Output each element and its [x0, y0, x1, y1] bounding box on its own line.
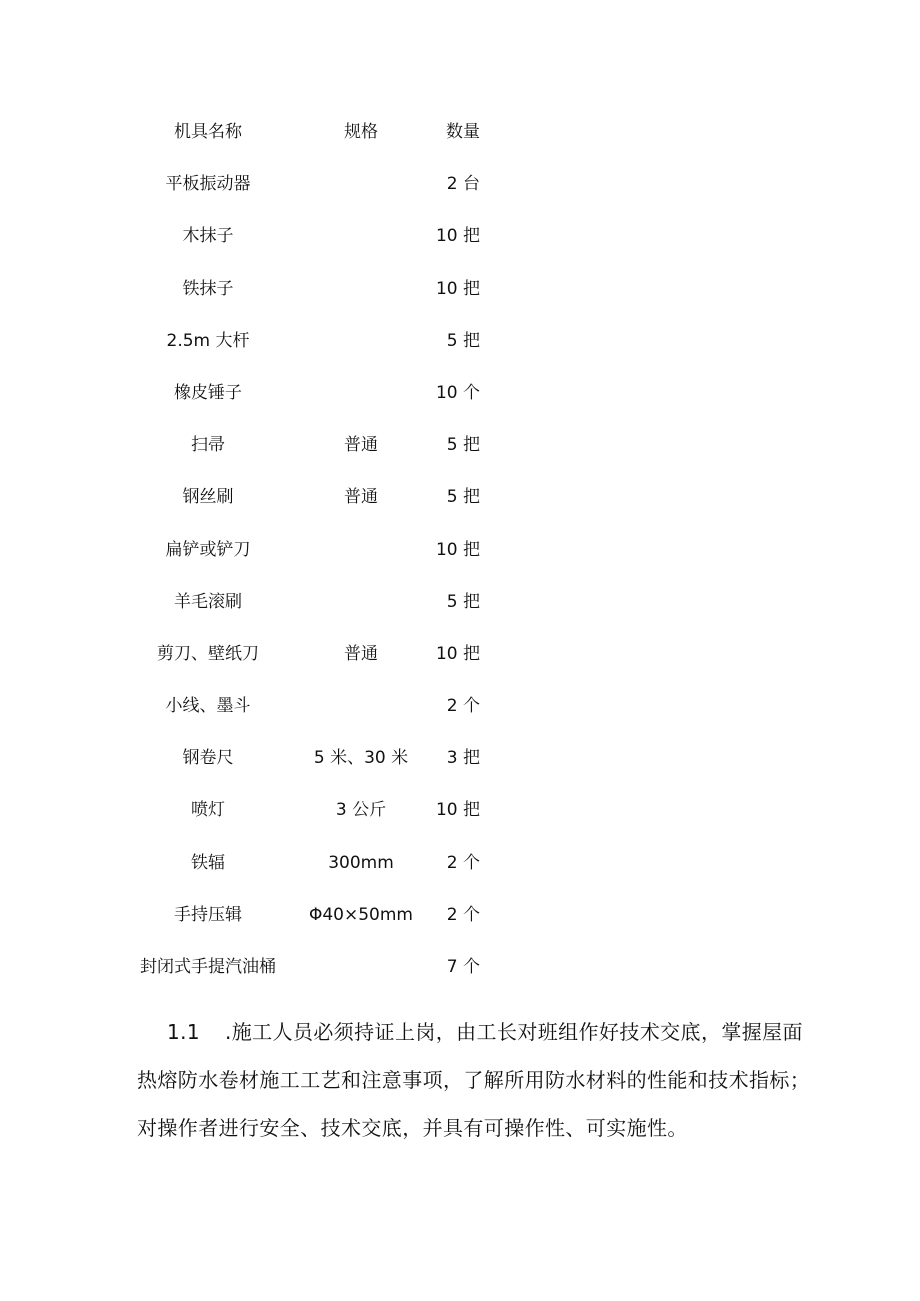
row-qty: 10 把	[435, 643, 480, 664]
row-name: 小线、墨斗	[165, 696, 251, 717]
table-row	[130, 315, 510, 367]
table-row	[130, 680, 510, 732]
row-name: 扁铲或铲刀	[165, 539, 251, 560]
row-qty: 10 把	[435, 800, 480, 821]
row-spec: 普通	[344, 487, 378, 508]
header-name: 机具名称	[174, 122, 242, 142]
body-paragraph	[137, 1008, 817, 1152]
header-spec: 规格	[344, 122, 378, 142]
row-name: 扫帚	[191, 435, 225, 456]
row-name: 铁抹子	[182, 278, 234, 299]
row-qty: 2 个	[446, 696, 480, 717]
row-name: 喷灯	[191, 800, 225, 821]
paragraph-line-1	[137, 1008, 817, 1056]
header-qty: 数量	[446, 122, 480, 142]
row-qty: 10 把	[435, 539, 480, 560]
table-row	[130, 837, 510, 889]
row-name: 封闭式手提汽油桶	[140, 957, 276, 977]
row-name: 平板振动器	[165, 174, 251, 195]
row-name: 钢丝刷	[182, 487, 234, 508]
table-row	[130, 210, 510, 262]
table-row	[130, 367, 510, 419]
row-spec: 3 公斤	[335, 800, 387, 821]
row-qty: 5 把	[446, 435, 480, 456]
table-row	[130, 524, 510, 576]
row-name: 钢卷尺	[182, 748, 234, 769]
table-row	[130, 889, 510, 941]
table-row	[130, 576, 510, 628]
table-header-row	[130, 106, 510, 158]
row-spec: 5 米、30 米	[313, 748, 409, 769]
row-qty: 10 把	[435, 278, 480, 299]
row-qty: 2 个	[446, 904, 480, 925]
row-qty: 3 把	[446, 748, 480, 769]
table-row	[130, 941, 510, 993]
row-spec: 普通	[344, 435, 378, 456]
paragraph-text: .施工人员必须持证上岗，由工长对班组作好技术交底，掌握屋面	[225, 1020, 803, 1044]
table-row	[130, 732, 510, 784]
row-qty: 2 台	[446, 174, 480, 195]
row-name: 2.5m 大杆	[166, 330, 250, 351]
table-row	[130, 263, 510, 315]
row-qty: 10 把	[435, 226, 480, 247]
row-name: 羊毛滚刷	[174, 591, 242, 612]
row-name: 木抹子	[182, 226, 234, 247]
row-name: 剪刀、壁纸刀	[157, 643, 259, 664]
row-qty: 5 把	[446, 591, 480, 612]
row-name: 铁辐	[191, 852, 225, 873]
section-number: 1.1	[167, 1020, 201, 1044]
row-qty: 5 把	[446, 487, 480, 508]
row-spec: Φ40×50mm	[308, 904, 413, 925]
row-name: 手持压辑	[174, 904, 242, 925]
table-row	[130, 628, 510, 680]
table-row	[130, 784, 510, 836]
row-qty: 7 个	[446, 957, 480, 977]
row-spec: 300mm	[328, 852, 394, 873]
paragraph-line-2: 热熔防水卷材施工工艺和注意事项，了解所用防水材料的性能和技术指标；	[137, 1068, 811, 1092]
row-spec: 普通	[344, 643, 378, 664]
paragraph-line-3: 对操作者进行安全、技术交底，并具有可操作性、可实施性。	[137, 1116, 688, 1140]
row-qty: 10 个	[435, 382, 480, 403]
row-qty: 2 个	[446, 852, 480, 873]
row-qty: 5 把	[446, 330, 480, 351]
table-row	[130, 419, 510, 471]
table-row	[130, 471, 510, 523]
equipment-table	[130, 106, 510, 993]
table-row	[130, 158, 510, 210]
row-name: 橡皮锤子	[174, 382, 242, 403]
